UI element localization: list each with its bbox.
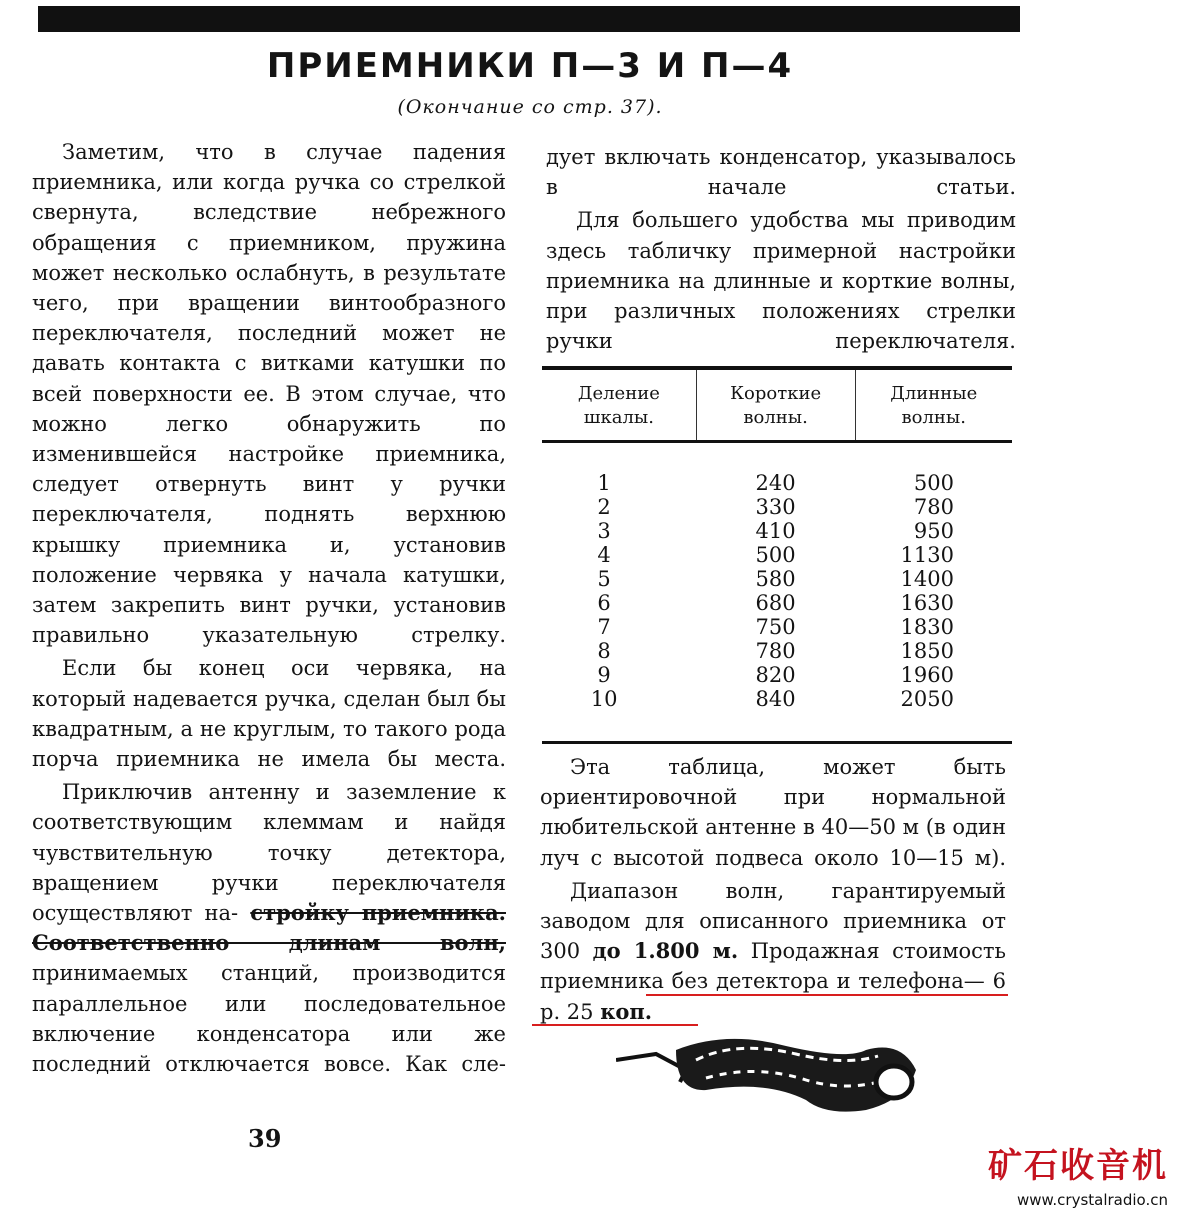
paragraph: [540, 876, 1006, 1027]
paragraph-text: Продажная стоимость приемника: [540, 939, 1006, 994]
page-number: 39: [248, 1124, 282, 1153]
paragraph: дует включать конденсатор, указывалось в начале статьи.: [546, 145, 1016, 200]
column-header: Короткие волны.: [696, 368, 855, 442]
table-cell: 1630: [900, 591, 954, 615]
column-header: Деление шкалы.: [577, 383, 660, 428]
table-cell: 780: [755, 639, 796, 663]
table-cell: 1830: [900, 615, 954, 639]
table-cell: 5: [597, 567, 611, 591]
watermark-url: www.crystalradio.cn: [1016, 1191, 1168, 1209]
table-cell: 9: [597, 663, 611, 687]
struck-bold-text: стройку приемника. Соответственно длинам волн,: [32, 900, 506, 956]
table-row: [542, 442, 1012, 496]
page-title: ПРИЕМНИКИ П—3 И П—4: [266, 46, 794, 86]
table-cell: 820: [755, 663, 796, 687]
table-cell: 950: [913, 519, 954, 543]
table-row: [542, 543, 1012, 567]
underlined-text: без детектора и телефона—: [671, 969, 985, 994]
table-cell: 1960: [900, 663, 954, 687]
table-row: [542, 615, 1012, 639]
right-column: [546, 142, 1016, 359]
table-cell: 8: [597, 639, 611, 663]
left-column: [32, 137, 506, 1082]
table-cell: 410: [755, 519, 796, 543]
coil-illustration: [616, 1020, 926, 1120]
continuation-note: (Окончание со стр. 37).: [397, 96, 663, 118]
table-cell: 2050: [900, 687, 954, 711]
paragraph-text: принимаемых станций, производится параллельное или последовательное включение конденсатора или же последний отключается вовсе. Как сле-: [32, 961, 506, 1077]
table-row: [542, 687, 1012, 711]
table-row: [542, 519, 1012, 543]
table-cell: 1400: [900, 567, 954, 591]
table-cell: 500: [755, 543, 796, 567]
table-cell: 4: [597, 543, 611, 567]
table-row: [542, 495, 1012, 519]
table-cell: 500: [913, 471, 954, 495]
table-cell: 10: [590, 687, 618, 711]
table-bottom-rule: [542, 711, 1012, 744]
red-underline: [646, 994, 1008, 996]
table-cell: 6: [597, 591, 611, 615]
table-row: [542, 591, 1012, 615]
table-header-row: [542, 368, 1012, 442]
table-cell: 680: [755, 591, 796, 615]
table-cell: 2: [597, 495, 611, 519]
table-cell: 580: [755, 567, 796, 591]
watermark: [988, 1138, 1168, 1209]
range-bold: до 1.800 м.: [592, 938, 739, 964]
paragraph: Для большего удобства мы приводим здесь табличку примерной настройки приемника на длинные и корткие волны, при различных положениях стрелки ручки переключателя.: [546, 208, 1016, 354]
paragraph: Эта таблица, может быть ориентировочной при нормальной любительской антенне в 40—50 м (в один луч с высотой подвеса около 10—15 м).: [540, 755, 1006, 870]
paragraph-text: Диапазон волн, гарантируемый заводом для описанного приемника от 300: [540, 878, 1006, 964]
price-value: 6 р. 25: [540, 969, 1006, 1024]
watermark-title: 矿石收音机: [988, 1146, 1168, 1186]
table-row: [542, 663, 1012, 687]
table-cell: 1850: [900, 639, 954, 663]
table-cell: 330: [755, 495, 796, 519]
table-cell: 7: [597, 615, 611, 639]
table-cell: 1: [597, 471, 611, 495]
paragraph: [32, 777, 506, 1079]
paragraph: Если бы конец оси червяка, на который надевается ручка, сделан был бы квадратным, а не круглым, то такого рода порча приемника не имела бы места.: [32, 656, 506, 772]
table-cell: 840: [755, 687, 796, 711]
tuning-table: [542, 366, 1012, 744]
column-header: Длинные волны.: [855, 368, 1012, 442]
table-row: [542, 639, 1012, 663]
price-unit: коп.: [600, 998, 653, 1024]
paragraph-text: Приключив антенну и заземление к соответствующим клеммам и найдя чувствительную точку детектора, вращением ручки переключателя осуществляют на-: [32, 780, 506, 926]
paragraph: Заметим, что в случае падения приемника, или когда ручка со стрелкой свернута, вследствие небрежного обращения с приемником, пружина может несколько ослабнуть, в результате чего, при вращении винтообразного переключателя, последний может не давать контакта с витками катушки по всей поверхности ее. В этом случае, что можно легко обнаружить по изменившейся настройке приемника, следует отвернуть винт у ручки переключателя, поднять верхнюю крышку приемника и, установив положение червяка у начала катушки, затем закрепить винт ручки, установив правильно указательную стрелку.: [32, 140, 506, 648]
table-cell: 240: [755, 471, 796, 495]
table-cell: 3: [597, 519, 611, 543]
right-column-lower: [540, 752, 1006, 1030]
table-cell: 750: [755, 615, 796, 639]
table-row: [542, 567, 1012, 591]
top-header-bar: [38, 6, 1020, 32]
table-cell: 1130: [900, 543, 954, 567]
table-cell: 780: [913, 495, 954, 519]
